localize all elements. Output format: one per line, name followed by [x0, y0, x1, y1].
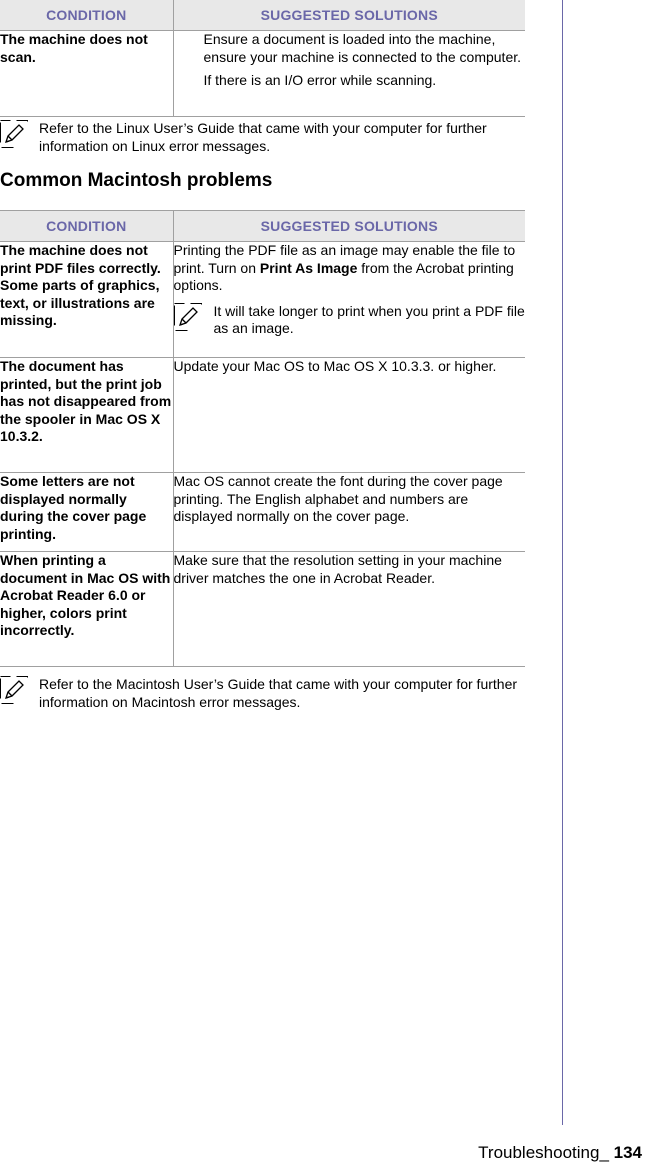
solution-cell: Update your Mac OS to Mac OS X 10.3.3. or higher.: [173, 358, 525, 473]
footer-label: Troubleshooting_: [478, 1143, 614, 1162]
table-row: [0, 31, 525, 117]
solution-text-part: from the Acrobat printing options.: [173, 259, 514, 294]
bullet-text: If there is an I/O error while scanning.: [203, 72, 437, 89]
page-footer: [478, 1143, 642, 1163]
macintosh-problems-table: [0, 210, 525, 667]
page-margin-line: [562, 0, 563, 1125]
note-pencil-icon: [0, 120, 28, 148]
page-number: 134: [613, 1143, 642, 1162]
list-item: [174, 72, 526, 90]
table-row: [0, 358, 525, 473]
linux-note: [0, 120, 525, 155]
solution-text: [174, 242, 526, 295]
macintosh-note: [0, 676, 525, 711]
header-suggested-solutions: SUGGESTED SOLUTIONS: [173, 0, 525, 31]
solution-cell: Mac OS cannot create the font during the cover page printing. The English alphabet and numbers are displayed normally on the cover page.: [173, 473, 525, 552]
header-condition: CONDITION: [0, 211, 173, 242]
solution-cell: Make sure that the resolution setting in your machine driver matches the one in Acrobat Reader.: [173, 552, 525, 667]
solution-cell: [173, 31, 525, 117]
note-text: Refer to the Macintosh User’s Guide that came with your computer for further information on Macintosh error messages.: [39, 676, 518, 710]
table-header-row: [0, 211, 525, 242]
linux-problems-table: [0, 0, 525, 117]
solution-text-part: Printing the PDF file as an image may enable the file to print. Turn on: [173, 242, 516, 276]
note-text: Refer to the Linux User’s Guide that came with your computer for further information on Linux error messages.: [39, 120, 487, 154]
bullet-text: Ensure a document is loaded into the machine, ensure your machine is connected to the computer.: [203, 31, 522, 65]
condition-cell: Some letters are not displayed normally during the cover page printing.: [0, 473, 173, 552]
section-title: Common Macintosh problems: [0, 170, 273, 191]
table-row: [0, 552, 525, 667]
list-item: [174, 31, 526, 66]
table-header-row: [0, 0, 525, 31]
condition-cell: The machine does not print PDF files correctly. Some parts of graphics, text, or illustrations are missing.: [0, 242, 173, 358]
note-text: It will take longer to print when you print a PDF file as an image.: [213, 302, 525, 337]
solution-bullet-list: [174, 31, 526, 90]
note-pencil-icon: [174, 303, 202, 331]
solution-cell: [173, 242, 525, 358]
table-row: [0, 242, 525, 358]
header-condition: CONDITION: [0, 0, 173, 31]
table-row: [0, 473, 525, 552]
condition-cell: The document has printed, but the print job has not disappeared from the spooler in Mac OS X 10.3.2.: [0, 358, 173, 473]
inline-note: [174, 303, 526, 338]
condition-cell: When printing a document in Mac OS with Acrobat Reader 6.0 or higher, colors print incorrectly.: [0, 552, 173, 667]
print-as-image-option: Print As Image: [259, 259, 358, 276]
note-pencil-icon: [0, 676, 28, 704]
header-suggested-solutions: SUGGESTED SOLUTIONS: [173, 211, 525, 242]
condition-cell: The machine does not scan.: [0, 31, 173, 117]
